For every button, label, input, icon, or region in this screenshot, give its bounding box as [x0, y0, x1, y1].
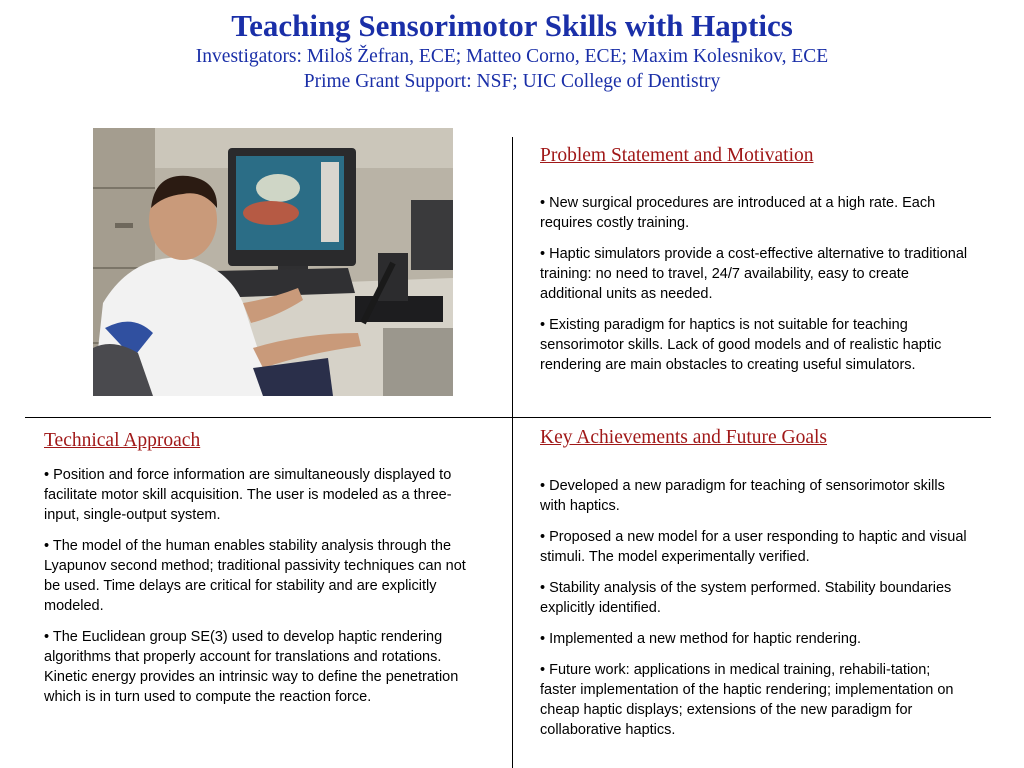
slide-title: Teaching Sensorimotor Skills with Haptics [231, 8, 793, 43]
vertical-divider [512, 137, 513, 768]
grant-support-line: Prime Grant Support: NSF; UIC College of Dentistry [303, 71, 721, 92]
problem-bullet: • New surgical procedures are introduced at a high rate. Each requires costly training. [540, 195, 936, 231]
slide-header [0, 8, 1024, 94]
technical-approach-section [44, 429, 474, 718]
achievement-bullet: • Future work: applications in medical training, rehabili-tation; faster implementation of the haptic rendering; implementation on cheap haptic displays; extensions of the new paradigm for collaborative haptics. [540, 662, 954, 738]
technical-approach-heading: Technical Approach [44, 430, 201, 451]
problem-statement-heading: Problem Statement and Motivation [540, 145, 814, 166]
problem-bullet: • Existing paradigm for haptics is not suitable for teaching sensorimotor skills. Lack of good models and of realistic haptic rendering are main obstacles to creating useful simulators. [540, 317, 942, 373]
approach-bullet: • Position and force information are simultaneously displayed to facilitate motor skill acquisition. The user is modeled as a three-input, single-output system. [44, 467, 452, 523]
investigators-line: Investigators: Miloš Žefran, ECE; Matteo Corno, ECE; Maxim Kolesnikov, ECE [195, 46, 829, 67]
approach-bullet: • The Euclidean group SE(3) used to develop haptic rendering algorithms that properly account for translations and rotations. Kinetic energy provides an intrinsic way to define the penetration which is in turn used to compute the reaction force. [44, 629, 459, 705]
achievement-bullet: • Developed a new paradigm for teaching of sensorimotor skills with haptics. [540, 478, 945, 514]
problem-statement-section [540, 144, 970, 386]
haptic-lab-photo [93, 128, 453, 396]
achievement-bullet: • Implemented a new method for haptic rendering. [540, 631, 862, 647]
achievement-bullet: • Proposed a new model for a user responding to haptic and visual stimuli. The model experimentally verified. [540, 529, 967, 565]
key-achievements-section [540, 426, 970, 751]
problem-bullet: • Haptic simulators provide a cost-effective alternative to traditional training: no need to travel, 24/7 availability, easy to create additional units as needed. [540, 246, 968, 302]
key-achievements-heading: Key Achievements and Future Goals [540, 427, 828, 448]
achievement-bullet: • Stability analysis of the system performed. Stability boundaries explicitly identified. [540, 580, 952, 616]
approach-bullet: • The model of the human enables stability analysis through the Lyapunov second method; traditional passivity techniques can not be used. Time delays are critical for stability and are explicitly modeled. [44, 538, 466, 614]
horizontal-divider [25, 417, 991, 418]
